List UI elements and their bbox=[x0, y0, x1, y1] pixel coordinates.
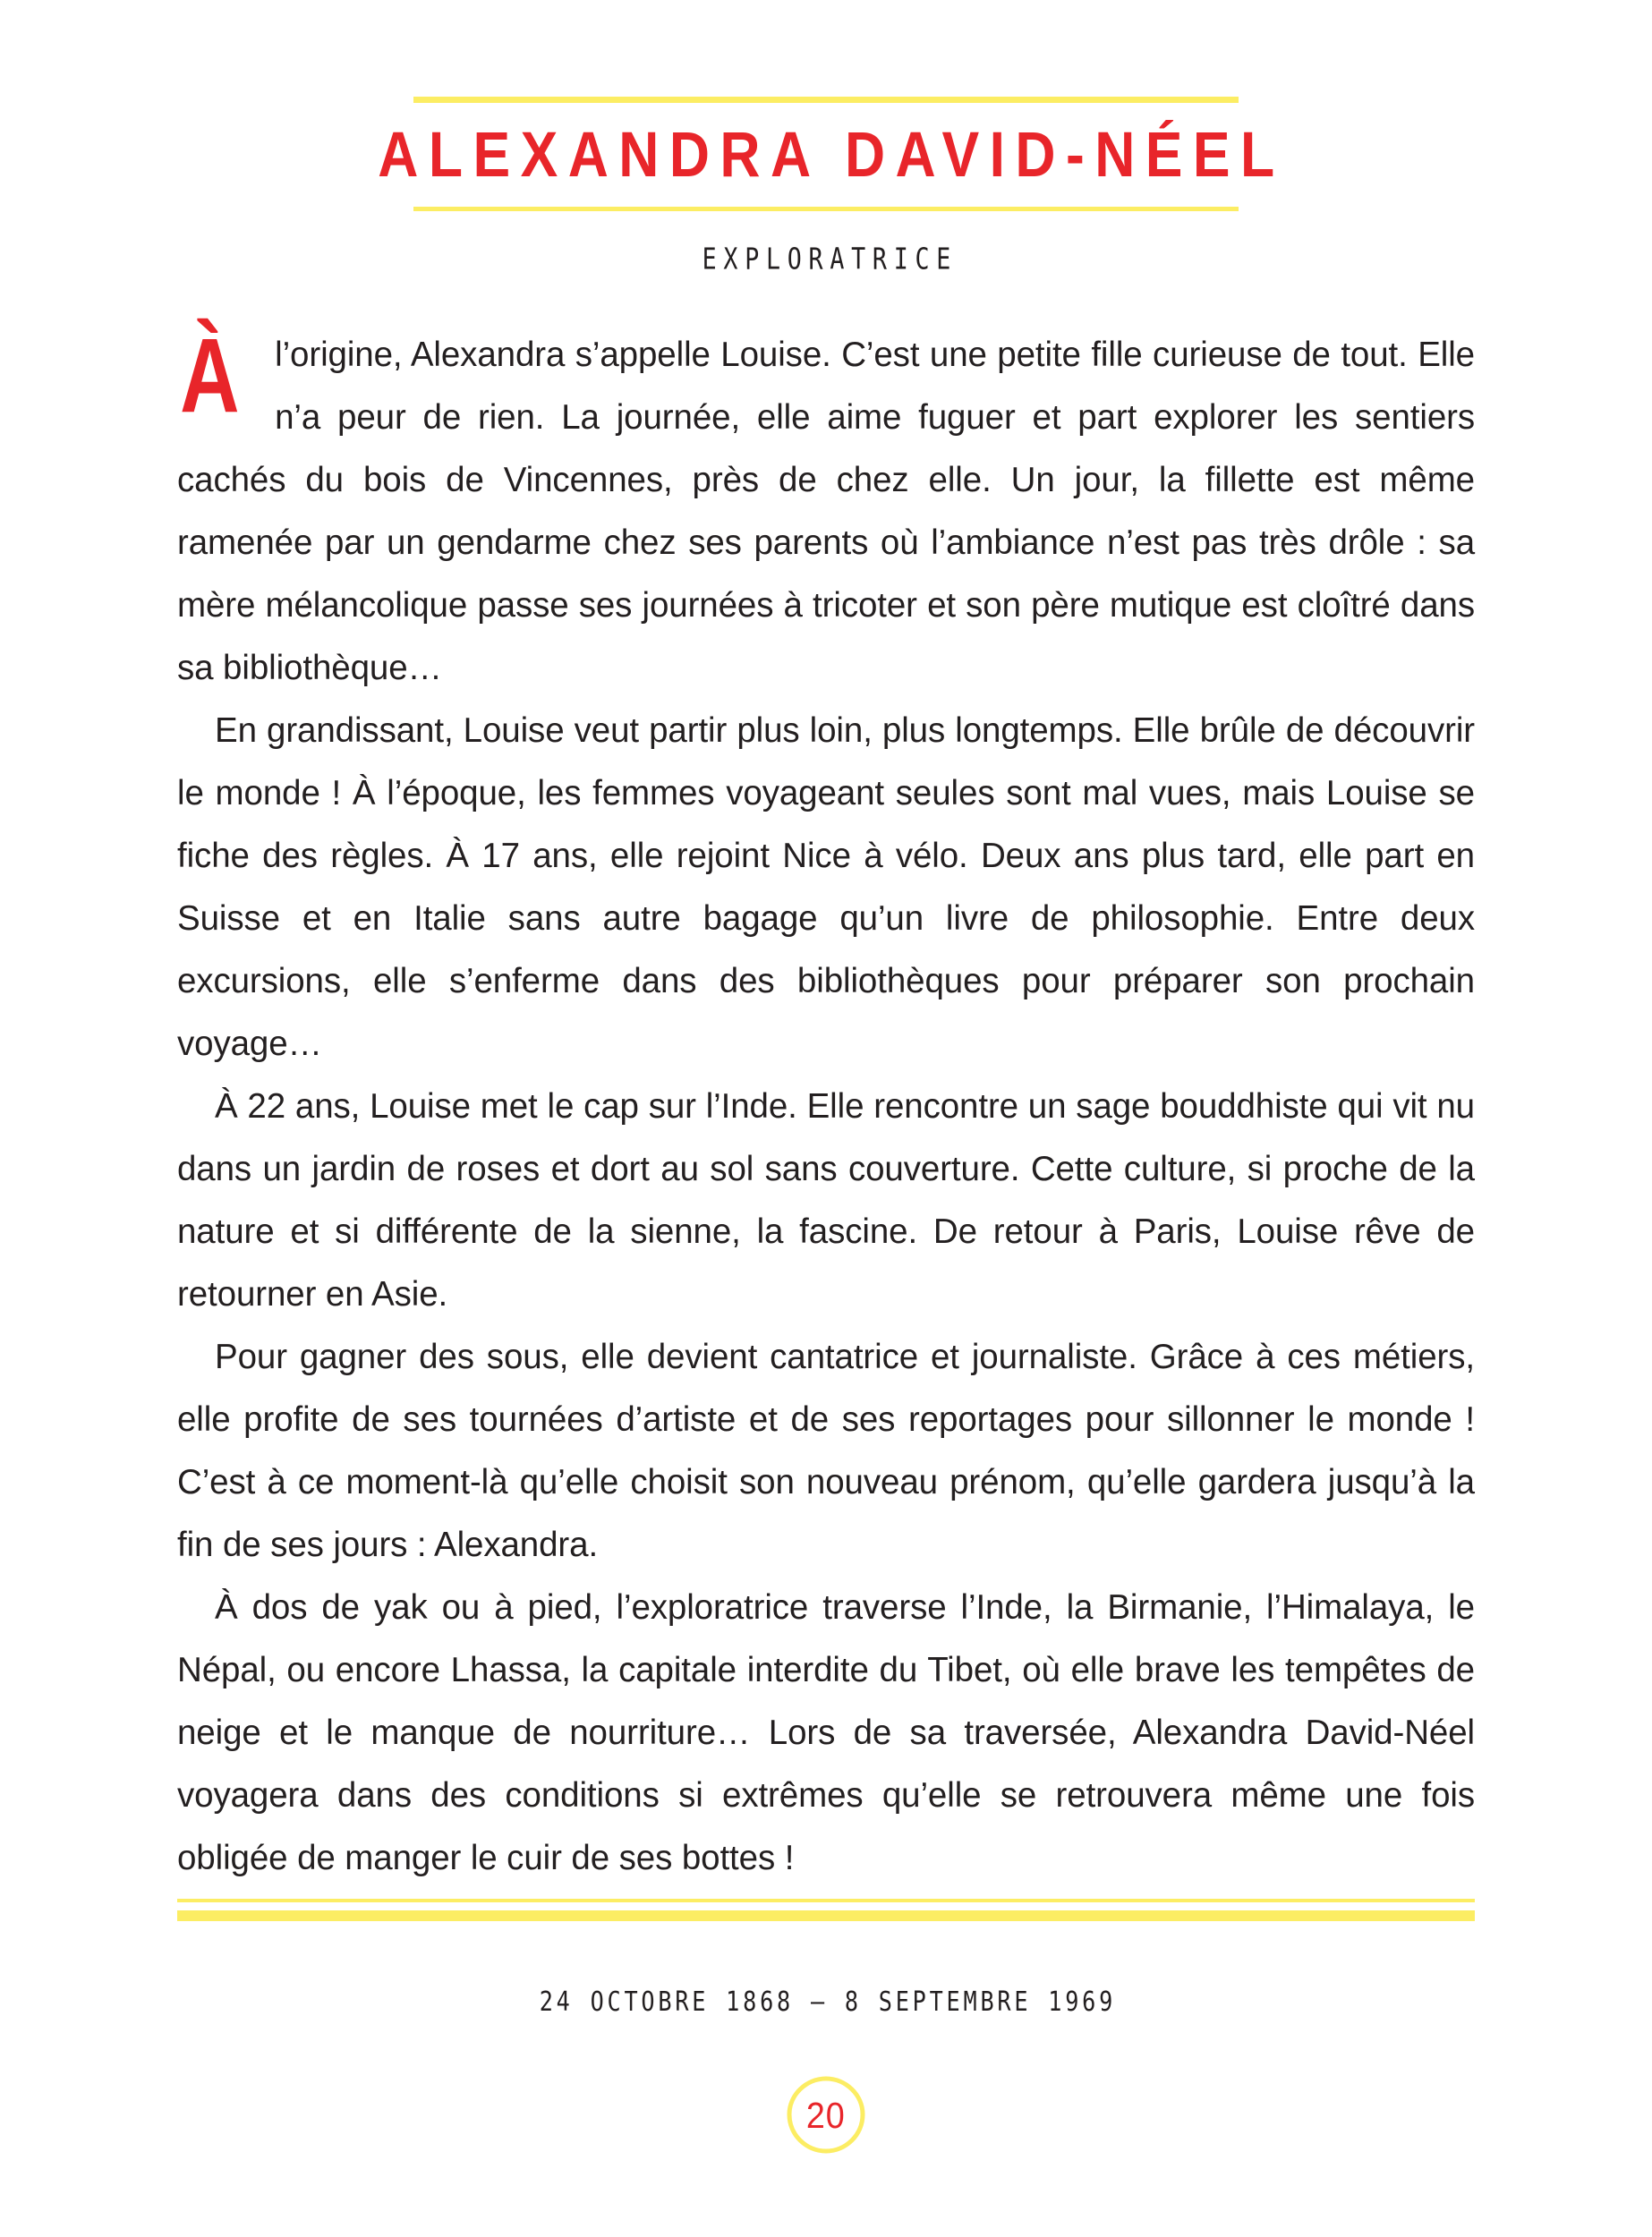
life-dates: 24 OCTOBRE 1868 – 8 SEPTEMBRE 1969 bbox=[539, 1986, 1117, 2018]
page-number-container bbox=[0, 2072, 1652, 2158]
page-subtitle: EXPLORATRICE bbox=[702, 242, 958, 276]
paragraph-3: À 22 ans, Louise met le cap sur l’Inde. Elle rencontre un sage bouddhiste qui vit nu dans un jardin de roses et dort au sol sans couverture. Cette culture, si proche de la nature et si différente de la sienne, la fascine. De retour à Paris, Louise rêve de retourner en Asie. bbox=[177, 1087, 1475, 1314]
paragraph-1-text: l’origine, Alexandra s’appelle Louise. C’est une petite fille curieuse de tout. Elle n’a peur de rien. La journée, elle aime fuguer et part explorer les sentiers cachés du bois de Vincennes, près de chez elle. Un jour, la fillette est même ramenée par un gendarme chez ses parents où l’ambiance n’est pas très drôle : sa mère mélancolique passe ses journées à tricoter et son père mutique est cloîtré dans sa bibliothèque… bbox=[177, 336, 1475, 687]
page-number-value: 20 bbox=[806, 2094, 846, 2136]
page-header bbox=[0, 97, 1652, 276]
paragraph-1 bbox=[177, 317, 1475, 700]
page-number-badge bbox=[783, 2072, 869, 2158]
paragraph-5: À dos de yak ou à pied, l’exploratrice traverse l’Inde, la Birmanie, l’Himalaya, le Népal, ou encore Lhassa, la capitale interdite du Tibet, où elle brave les tempêtes de neige et le manque de nourriture… Lors de sa traversée, Alexandra David-Néel voyagera dans des conditions si extrêmes qu’elle se retrouvera même une fois obligée de manger le cuir de ses bottes ! bbox=[177, 1588, 1475, 1877]
article-body bbox=[177, 317, 1475, 1890]
page-title: ALEXANDRA DAVID-NÉEL bbox=[378, 120, 1285, 191]
header-rule-under-title bbox=[413, 207, 1239, 211]
page-footer bbox=[0, 1861, 1652, 2237]
footer-rule-thick bbox=[177, 1910, 1475, 1921]
footer-rule-thin bbox=[177, 1899, 1475, 1902]
header-rule-top bbox=[413, 97, 1239, 103]
footer-rules bbox=[177, 1899, 1475, 1921]
paragraph-4: Pour gagner des sous, elle devient cantatrice et journaliste. Grâce à ces métiers, elle profite de ses tournées d’artiste et de ses reportages pour sillonner le monde ! C’est à ce moment-là qu’elle choisit son nouveau prénom, qu’elle gardera jusqu’à la fin de ses jours : Alexandra. bbox=[177, 1338, 1475, 1564]
drop-cap: À bbox=[180, 317, 240, 435]
paragraph-2: En grandissant, Louise veut partir plus loin, plus longtemps. Elle brûle de découvrir le monde ! À l’époque, les femmes voyageant seules sont mal vues, mais Louise se fiche des règles. À 17 ans, elle rejoint Nice à vélo. Deux ans plus tard, elle part en Suisse et en Italie sans autre bagage qu’un livre de philosophie. Entre deux excursions, elle s’enferme dans des bibliothèques pour préparer son prochain voyage… bbox=[177, 711, 1475, 1063]
